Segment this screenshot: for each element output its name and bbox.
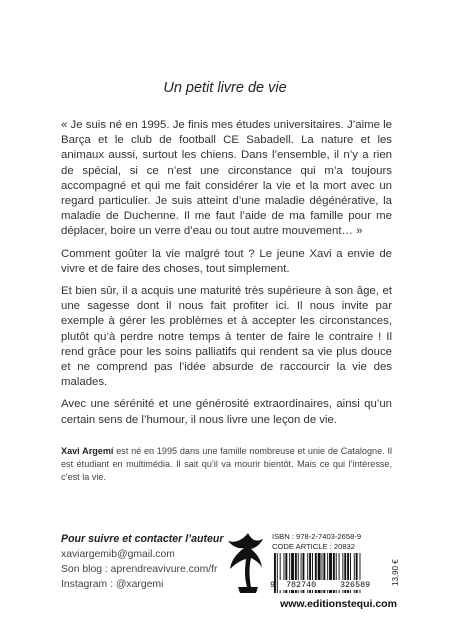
contact-heading: Pour suivre et contacter l’auteur [61,533,224,545]
blurb-paragraph-4: Avec une sérénité et une générosité extraordinaires, ainsi qu’un certain sens de l’humour, il nous livre une leçon de vie. [61,398,392,426]
book-subtitle: Un petit livre de vie [163,80,287,96]
contact-instagram: Instagram : @xargemi [61,579,164,590]
barcode-digits [270,580,393,590]
barcode-digit-left: 782740 [286,580,317,590]
author-bio-text: est né en 1995 dans une famille nombreuse et unie de Catalogne. Il est étudiant en multimédia. Il sait qu’il va mourir bientôt. Mais ce qui l’intéresse, c’est la vie. [61,446,392,482]
winged-figure-logo-icon [224,527,266,597]
isbn-number: ISBN : 978-2-7403-2658-9 [272,532,362,541]
contact-blog: Son blog : aprendreavivure.com/fr [61,564,218,575]
blurb [61,118,392,435]
author-bio [61,445,392,484]
blurb-paragraph-2: Comment goûter la vie malgré tout ? Le jeune Xavi a envie de vivre et de faire des choses, tout simplement. [61,247,392,275]
publisher-website: www.editionstequi.com [280,598,397,610]
blurb-paragraph-3: Et bien sûr, il a acquis une maturité très supérieure à son âge, et une sagesse dont il nous fait profiter ici. Il nous invite par exemple à gérer les problèmes et à accepter les circonstances, plutôt qu’à perdre notre temps à tenter de faire le contraire ! Il rend grâce pour les soins palliatifs qui rendent sa vie plus douce et ne comprend pas l’idée absurde de raccourcir la vie des malades. [61,285,392,389]
barcode-digit-right: 326589 [340,580,371,590]
barcode-icon [272,553,392,597]
isbn-block [272,532,404,552]
contact-email: xaviargemib@gmail.com [61,549,175,560]
barcode-digit-lead: 9 [270,580,276,590]
blurb-paragraph-quote: « Je suis né en 1995. Je finis mes études universitaires. J’aime le Barça et le club de football CE Sabadell. La nature et les animaux aussi, surtout les chiens. Dans l’ensemble, il n’y a rien de spécial, si ce n’est une circonstance qui m’a toujours accompagné et qui me fait considérer la vie et la mort avec un regard particulier. Je suis atteint d’une maladie dégénérative, la maladie de Duchenne. Il me faut l’aide de ma famille pour me déplacer, boire un verre d’eau ou tout autre mouvement… » [61,119,392,238]
code-article: CODE ARTICLE : 20832 [272,542,356,551]
author-name: Xavi Argemí [61,446,114,456]
price-label: 13,90 € [391,559,400,587]
